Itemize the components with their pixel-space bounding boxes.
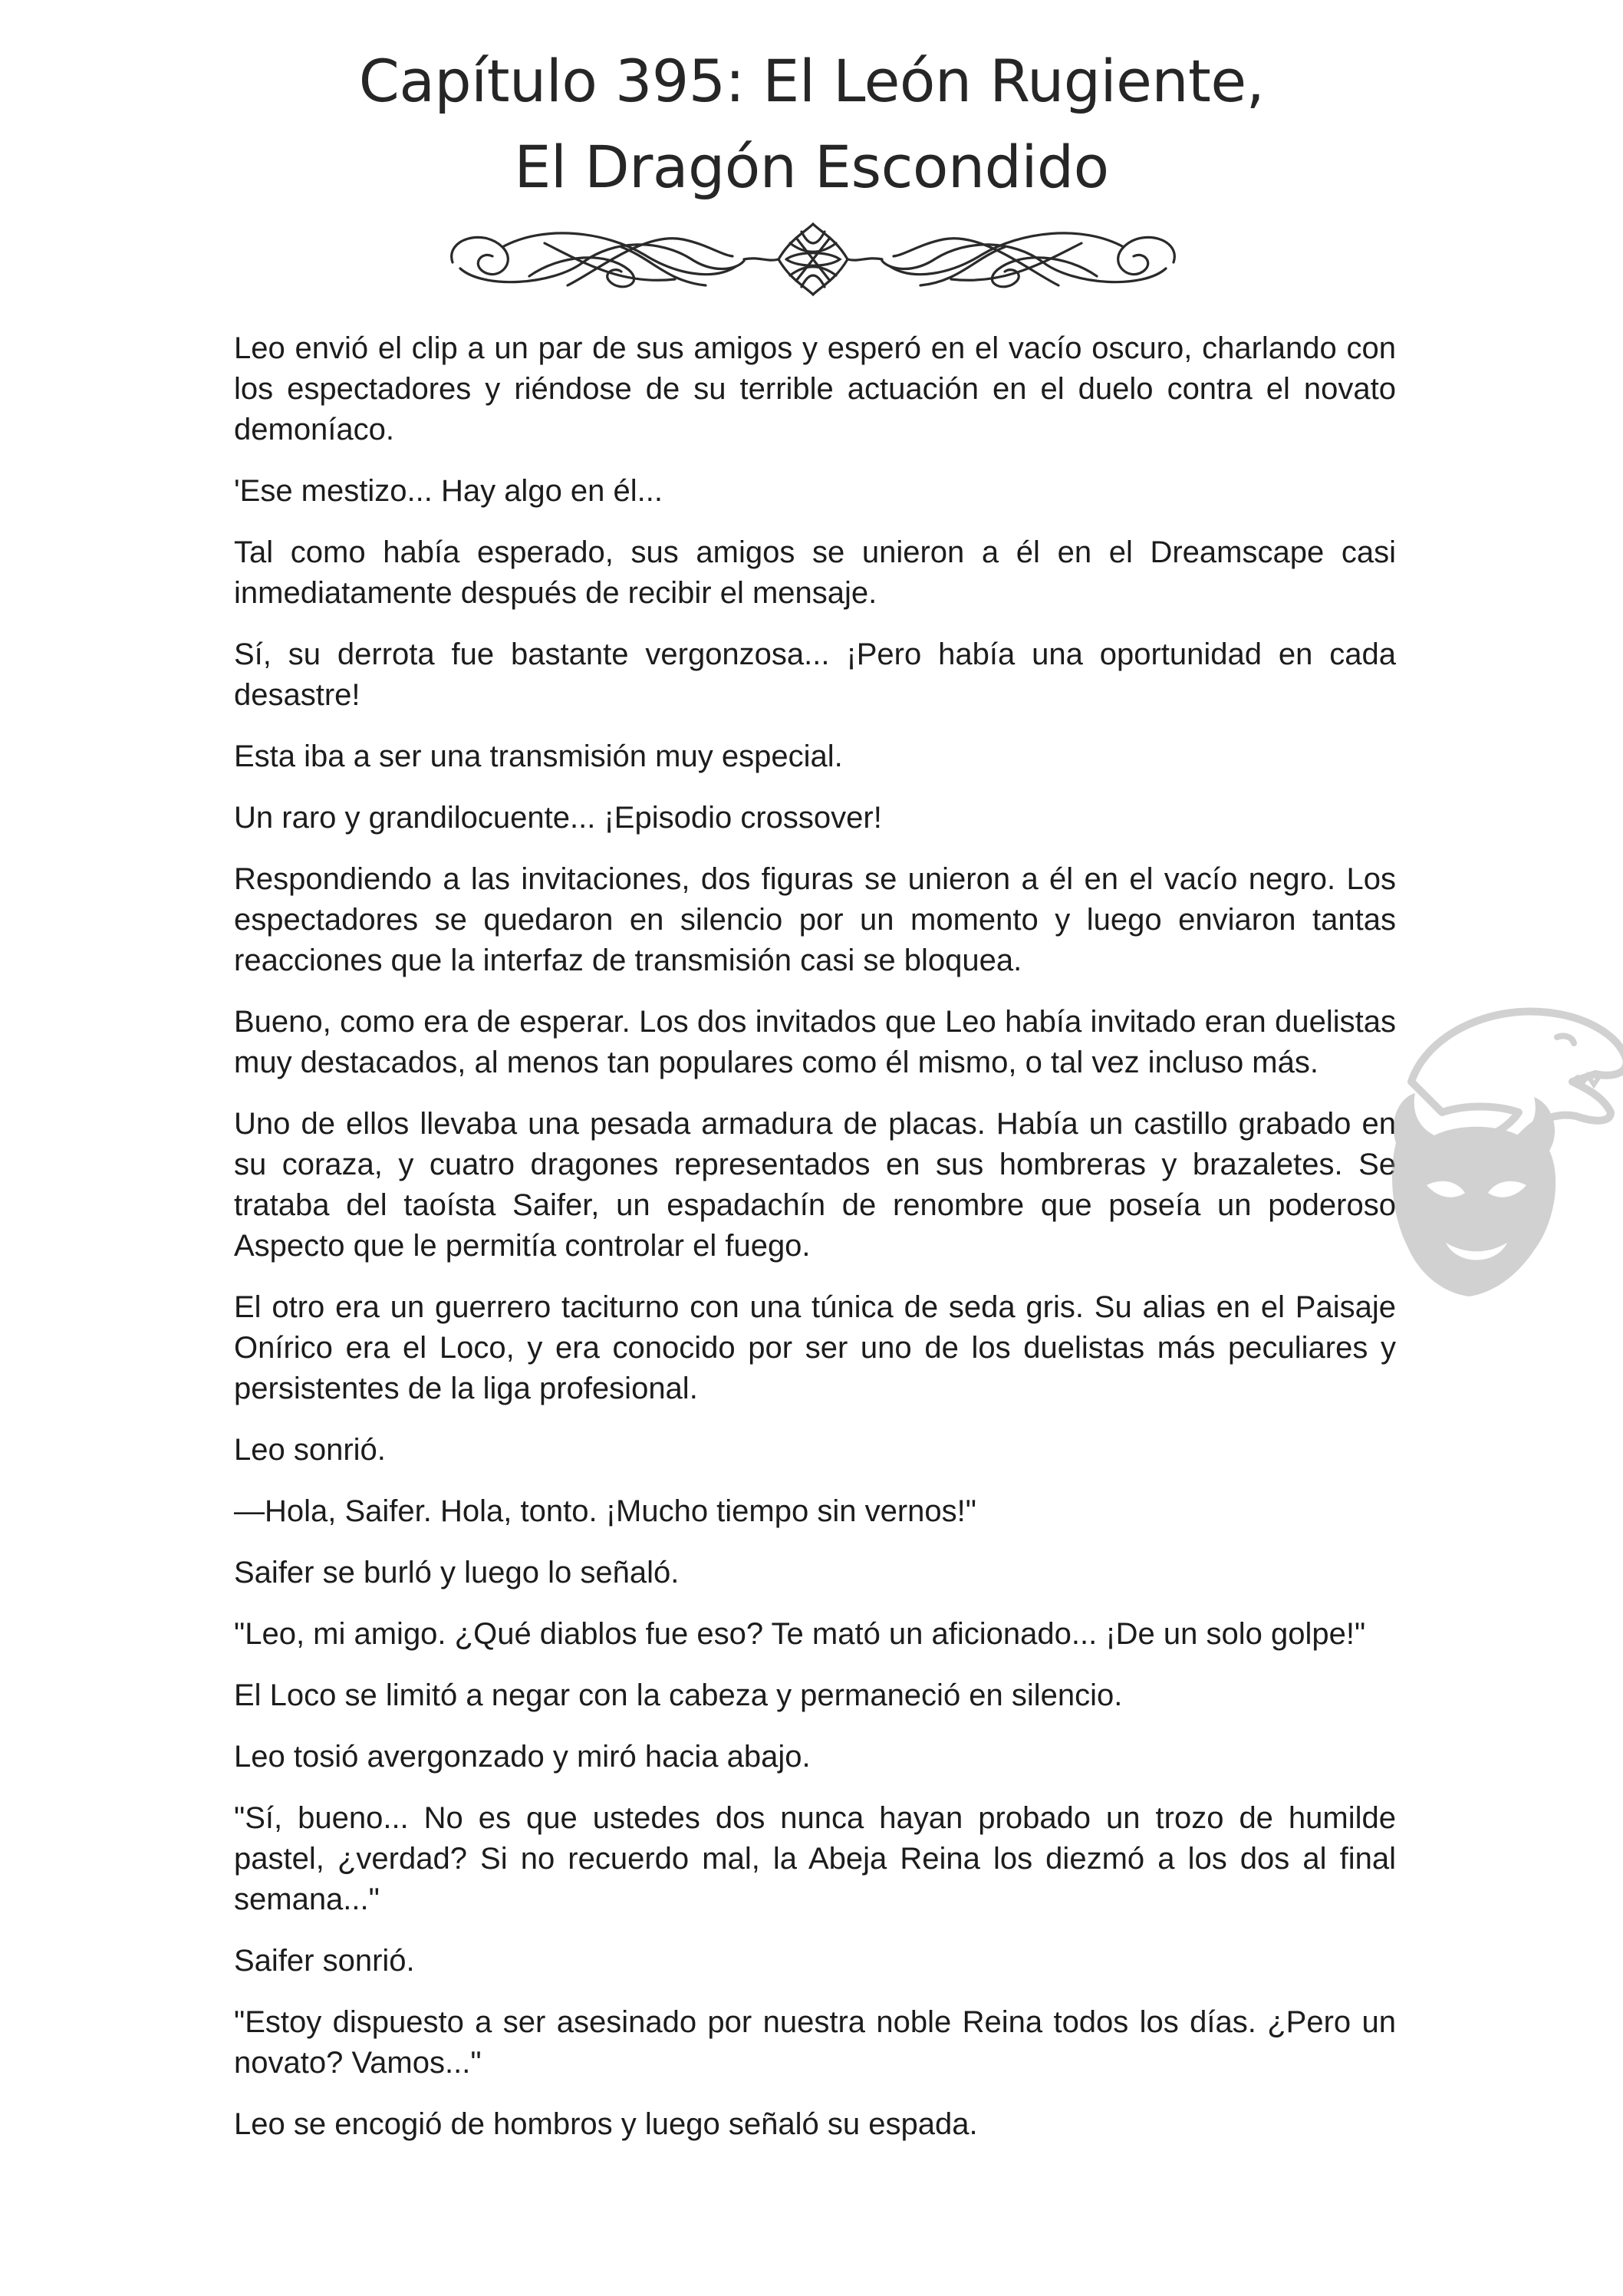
- paragraph: El Loco se limitó a negar con la cabeza y permaneció en silencio.: [234, 1678, 1123, 1712]
- chapter-title-line-2: El Dragón Escondido: [514, 133, 1109, 201]
- paragraph: Leo se encogió de hombros y luego señaló su espada.: [234, 2107, 978, 2141]
- paragraph: Respondiendo a las invitaciones, dos figuras se unieron a él en el vacío negro. Los espectadores se quedaron en silencio por un momento y luego enviaron tantas reacciones que la interfaz de transmisión casi se bloquea.: [234, 862, 1396, 977]
- chapter-body: [234, 328, 1396, 2166]
- paragraph: Un raro y grandilocuente... ¡Episodio crossover!: [234, 801, 882, 835]
- chapter-title: [0, 38, 1623, 210]
- paragraph: El otro era un guerrero taciturno con una túnica de seda gris. Su alias en el Paisaje Onírico era el Loco, y era conocido por ser uno de los duelistas más peculiares y persistentes de la liga profesional.: [234, 1290, 1396, 1405]
- paragraph: Leo envió el clip a un par de sus amigos y esperó en el vacío oscuro, charlando con los espectadores y riéndose de su terrible actuación en el duelo contra el novato demoníaco.: [234, 331, 1396, 446]
- flourish-divider-icon: [430, 209, 1197, 308]
- paragraph: "Leo, mi amigo. ¿Qué diablos fue eso? Te mató un aficionado... ¡De un solo golpe!": [234, 1617, 1366, 1651]
- paragraph: Saifer sonrió.: [234, 1944, 415, 1978]
- dinosaur-devil-watermark-icon: [1381, 990, 1623, 1312]
- paragraph: Uno de ellos llevaba una pesada armadura de placas. Había un castillo grabado en su coraza, y cuatro dragones representados en sus hombreras y brazaletes. Se trataba del taoísta Saifer, un espadachín de renombre que poseía un poderoso Aspecto que le permitía controlar el fuego.: [234, 1107, 1396, 1263]
- paragraph: Leo tosió avergonzado y miró hacia abajo.: [234, 1740, 811, 1774]
- paragraph: 'Ese mestizo... Hay algo en él...: [234, 474, 663, 508]
- paragraph: Leo sonrió.: [234, 1433, 386, 1467]
- chapter-title-line-1: Capítulo 395: El León Rugiente,: [358, 47, 1265, 115]
- paragraph: Saifer se burló y luego lo señaló.: [234, 1556, 680, 1589]
- paragraph: Sí, su derrota fue bastante vergonzosa... ¡Pero había una oportunidad en cada desastre!: [234, 637, 1396, 712]
- paragraph: Esta iba a ser una transmisión muy especial.: [234, 740, 843, 773]
- paragraph: "Estoy dispuesto a ser asesinado por nuestra noble Reina todos los días. ¿Pero un novato? Vamos...": [234, 2005, 1396, 2080]
- paragraph: Bueno, como era de esperar. Los dos invitados que Leo había invitado eran duelistas muy destacados, al menos tan populares como él mismo, o tal vez incluso más.: [234, 1005, 1396, 1079]
- paragraph: Tal como había esperado, sus amigos se unieron a él en el Dreamscape casi inmediatamente después de recibir el mensaje.: [234, 535, 1396, 610]
- paragraph: —Hola, Saifer. Hola, tonto. ¡Mucho tiempo sin vernos!": [234, 1494, 976, 1528]
- paragraph: "Sí, bueno... No es que ustedes dos nunca hayan probado un trozo de humilde pastel, ¿verdad? Si no recuerdo mal, la Abeja Reina los diezmó a los dos al final semana...": [234, 1801, 1396, 1916]
